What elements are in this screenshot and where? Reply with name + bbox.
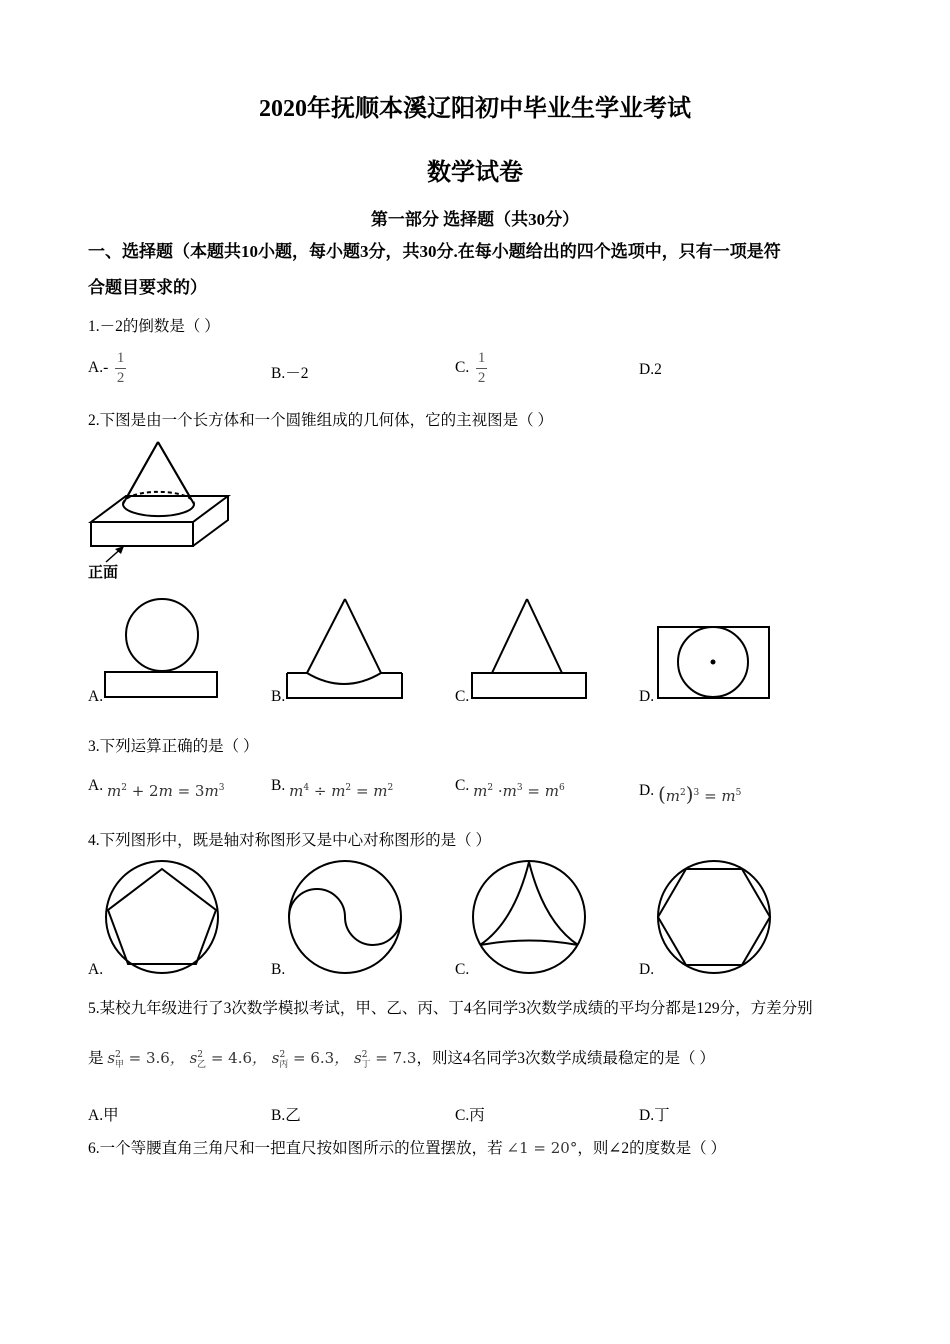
question-3-option-c: [455, 776, 565, 800]
stem-prefix: 6.一个等腰直角三角尺和一把直尺按如图所示的位置摆放，若: [88, 1140, 503, 1157]
rect-shape: [105, 672, 217, 697]
question-3-option-d: [639, 776, 742, 806]
circle-shape: [473, 861, 585, 973]
section-heading-line1: 一、选择题（本题共10小题，每小题3分，共30分.在每小题给出的四个选项中，只有一项是符: [88, 242, 781, 261]
option-label: A.: [88, 777, 104, 794]
variance-values: $s^2_甲 = 3.6$， $s^2_乙 = 4.6$， $s^2_丙 = 6.3$， $s^2_丁 = 7.3$: [107, 1049, 417, 1070]
question-2-option-a: A.: [88, 688, 104, 705]
question-1-stem: 1.－2的倒数是（ ）: [88, 318, 220, 335]
fraction: [115, 350, 126, 387]
option-label: C.: [455, 777, 470, 794]
box-front: [91, 522, 193, 546]
front-label: 正面: [88, 563, 119, 581]
formula-d: $(m^2)^3 = m^5$: [657, 782, 742, 806]
option-d-figure: [655, 860, 775, 976]
option-c-figure: [470, 597, 590, 701]
question-4-option-b: B.: [271, 961, 286, 978]
curved-triangle-shape: [480, 862, 578, 945]
stem-suffix: ，则这4名同学3次数学成绩最稳定的是（ ）: [416, 1050, 715, 1067]
fraction-bar: [476, 368, 487, 369]
fraction-bar: [115, 368, 126, 369]
rect-shape: [287, 673, 402, 698]
numerator: 1: [477, 350, 486, 366]
option-a-figure: [103, 597, 219, 701]
question-5-stem-line1: 5.某校九年级进行了3次数学模拟考试，甲、乙、丙、丁4名同学3次数学成绩的平均分都是129分，方差分别: [88, 1000, 813, 1017]
question-6-stem: [88, 1136, 878, 1158]
rect-shape: [472, 673, 586, 698]
option-label: D.: [639, 782, 655, 799]
formula-a: $m^2 + 2m = 3m^3$: [106, 782, 225, 800]
denominator: 2: [116, 370, 125, 386]
subject-title: 数学试卷: [427, 160, 523, 186]
question-3-stem: 3.下列运算正确的是（ ）: [88, 738, 259, 755]
circle-shape: [126, 599, 198, 671]
hexagon-shape: [658, 869, 770, 965]
option-a-label: A.-: [88, 359, 109, 377]
part-title: 第一部分 选择题（共30分）: [370, 210, 580, 229]
exam-title: 2020年抚顺本溪辽阳初中毕业生学业考试: [259, 96, 691, 122]
question-1-option-d: D.2: [639, 361, 662, 378]
box-top: [91, 496, 228, 522]
question-5-stem-line2: [88, 1046, 878, 1070]
circle-shape: [658, 861, 770, 973]
option-a-figure: [103, 860, 223, 976]
s-curve-shape: [289, 889, 401, 945]
question-5-option-b: B.乙: [271, 1107, 301, 1124]
question-2-option-d: D.: [639, 688, 655, 705]
numerator: 1: [116, 350, 125, 366]
question-3-option-b: [271, 776, 394, 800]
section-heading: [88, 234, 878, 306]
option-label: B.: [271, 777, 286, 794]
center-dot: [711, 660, 716, 665]
question-5-option-d: D.丁: [639, 1107, 670, 1124]
option-c-label: C.: [455, 359, 470, 377]
formula-b: $m^4 \div m^2 = m^2$: [289, 782, 394, 800]
fraction: [476, 350, 487, 387]
arc-shape: [307, 673, 381, 684]
option-b-figure: [286, 860, 406, 976]
question-5-option-a: A.甲: [88, 1107, 119, 1124]
option-c-figure: [470, 860, 590, 976]
question-4-option-a: A.: [88, 961, 104, 978]
circle-shape: [106, 861, 218, 973]
triangle-sides: [307, 599, 381, 673]
denominator: 2: [477, 370, 486, 386]
question-2-stem: 2.下图是由一个长方体和一个圆锥组成的几何体，它的主视图是（ ）: [88, 412, 554, 429]
option-b-figure: [285, 597, 405, 701]
question-4-option-c: C.: [455, 961, 470, 978]
question-1-option-c: [455, 350, 487, 387]
question-1-option-b: B.－2: [271, 365, 309, 382]
question-1-option-a: [88, 350, 126, 387]
pentagon-shape: [108, 869, 216, 964]
question-2-option-c: C.: [455, 688, 470, 705]
option-d-figure: [656, 625, 772, 701]
question-3-option-a: [88, 776, 225, 800]
question-4-stem: 4.下列图形中，既是轴对称图形又是中心对称图形的是（ ）: [88, 832, 492, 849]
question-5-option-c: C.丙: [455, 1107, 485, 1124]
stem-suffix: ，则∠2的度数是（ ）: [577, 1140, 726, 1157]
formula-c: $m^2 \cdot m^3 = m^6$: [473, 782, 565, 800]
angle-condition: ∠1 = 20°: [506, 1139, 578, 1157]
question-2-option-b: B.: [271, 688, 286, 705]
stem-prefix: 是: [88, 1050, 104, 1067]
triangle-sides: [492, 599, 562, 673]
question-4-option-d: D.: [639, 961, 655, 978]
section-heading-line2: 合题目要求的）: [88, 278, 207, 297]
